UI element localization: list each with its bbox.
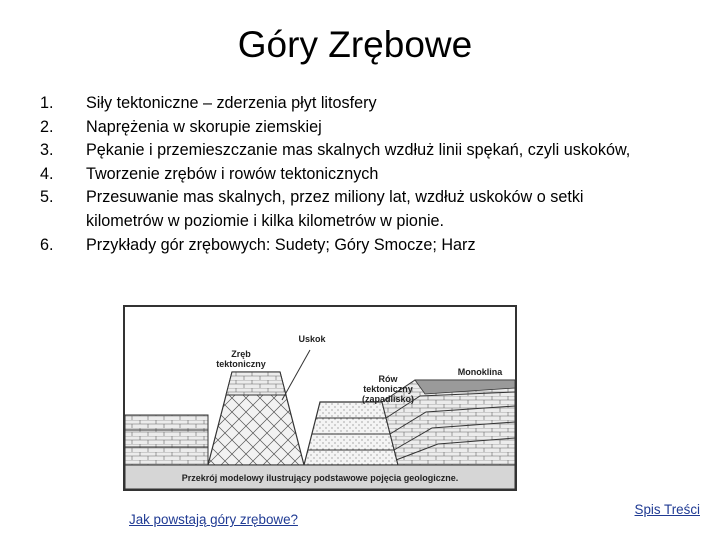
figure-caption: Przekrój modelowy ilustrujący podstawowe pojęcia geologiczne. (181, 473, 459, 483)
list-text: Pękanie i przemieszczanie mas skalnych wzdłuż linii spękań, czyli uskoków, (86, 141, 631, 160)
how-formed-link[interactable]: Jak powstają góry zrębowe? (129, 512, 298, 527)
label-fault: Uskok (298, 334, 326, 344)
list-number: 5. (40, 188, 54, 207)
list-item (40, 92, 660, 116)
list-text: Przykłady gór zrębowych: Sudety; Góry Smocze; Harz (86, 235, 476, 254)
geology-cross-section (120, 300, 520, 495)
list-number: 1. (40, 94, 54, 112)
label-monocline: Monoklina (457, 367, 503, 377)
list-text: Naprężenia w skorupie ziemskiej (86, 117, 322, 136)
label-graben-3: (zapadlisko) (361, 394, 415, 404)
label-horst-2: tektoniczny (216, 359, 266, 369)
list-number: 6. (40, 235, 54, 254)
list-number: 4. (40, 164, 54, 183)
list-text: Przesuwanie mas skalnych, przez miliony lat, wzdłuż uskoków o setki kilometrów w poziomie i kilka kilometrów w pionie. (86, 188, 584, 230)
contents-link[interactable]: Spis Treści (634, 502, 700, 517)
list-text: Siły tektoniczne – zderzenia płyt litosfery (86, 94, 377, 112)
list-item (40, 234, 660, 258)
label-graben-1: Rów (378, 374, 398, 384)
cross-section-drawing (120, 300, 520, 495)
horst-cap (226, 372, 286, 395)
list-item (40, 186, 660, 233)
list-text: Tworzenie zrębów i rowów tektonicznych (86, 164, 379, 183)
label-graben-2: tektoniczny (363, 384, 413, 394)
list-number: 2. (40, 117, 54, 136)
list-number: 3. (40, 141, 54, 160)
process-list (40, 92, 660, 257)
list-item (40, 139, 660, 163)
list-item (40, 163, 660, 187)
slide-title: Góry Zrębowe (237, 24, 473, 65)
list-item (40, 116, 660, 140)
label-horst-1: Zręb (231, 349, 251, 359)
left-block (125, 415, 208, 465)
